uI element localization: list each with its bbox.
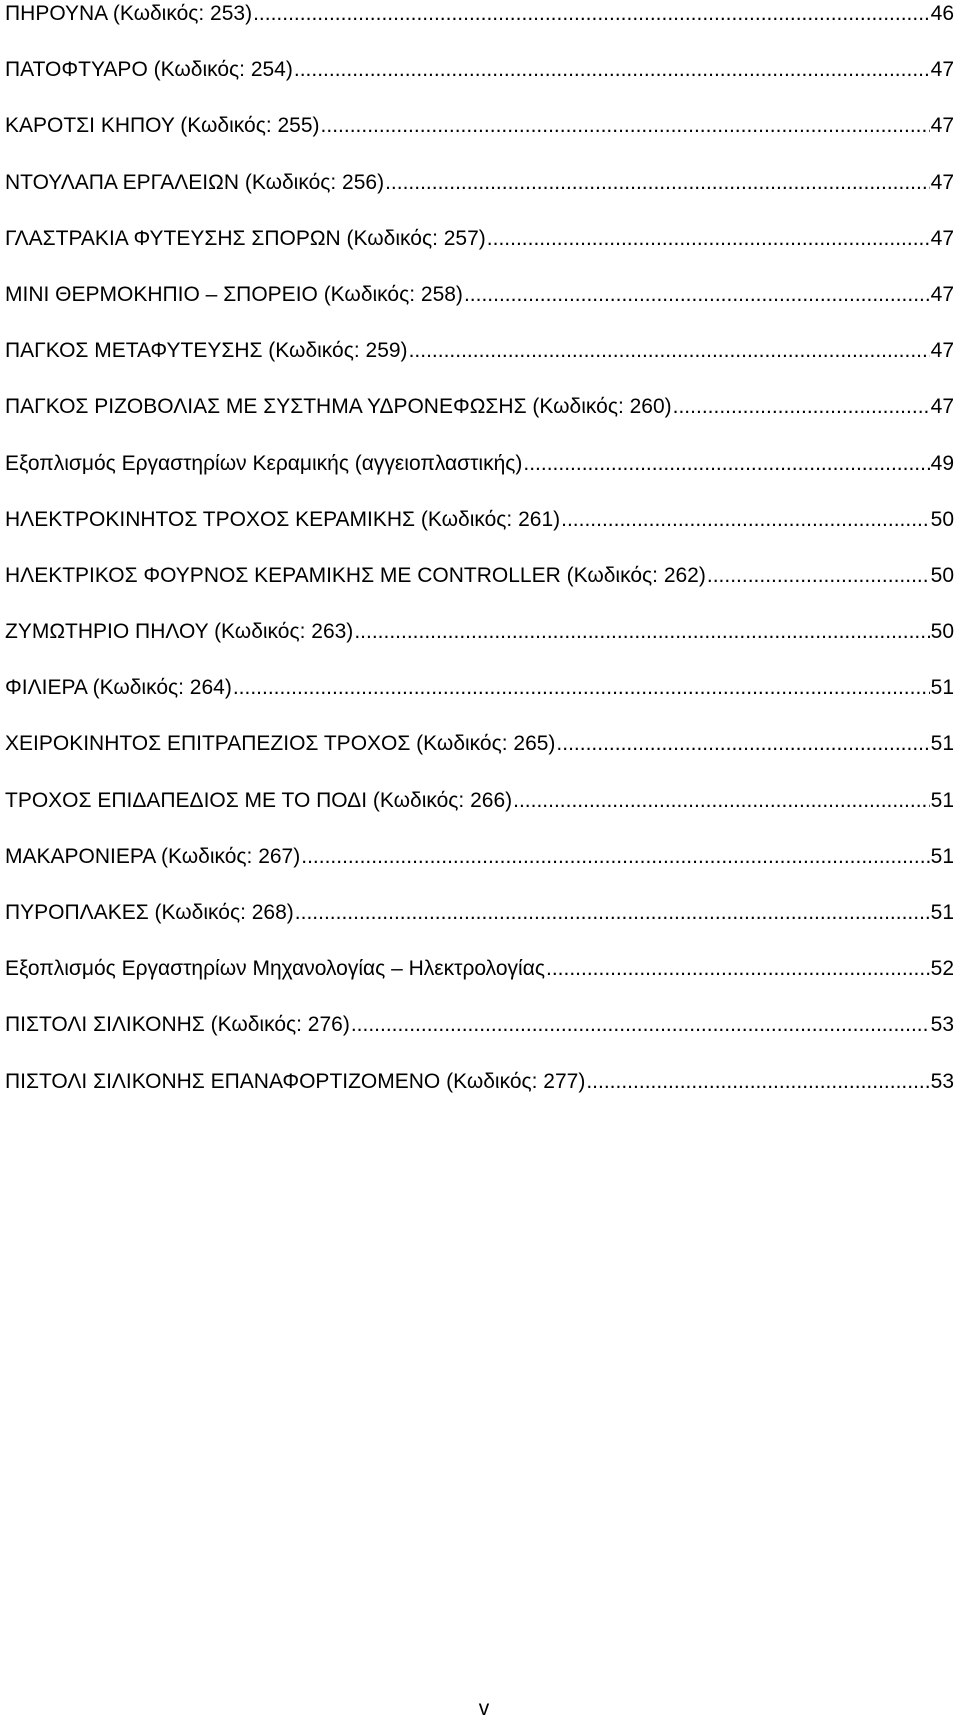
toc-entry[interactable] <box>5 393 954 449</box>
toc-entry-page: 51 <box>930 901 954 924</box>
toc-entry[interactable] <box>5 0 954 56</box>
toc-entry-page: 47 <box>930 282 954 306</box>
toc-entry-title: ΖΥΜΩΤΗΡΙΟ ΠΗΛΟΥ (Κωδικός: 263) <box>5 620 354 644</box>
toc-dot-leader <box>409 338 930 364</box>
toc-dot-leader <box>351 1012 930 1038</box>
table-of-contents <box>5 0 954 1124</box>
toc-entry-page: 50 <box>930 620 954 644</box>
toc-entry-page: 47 <box>930 226 954 250</box>
toc-entry-page: 51 <box>930 844 954 868</box>
toc-entry-title: ΠΥΡΟΠΛΑΚΕΣ (Κωδικός: 268) <box>5 901 294 924</box>
toc-dot-leader <box>586 1069 929 1095</box>
toc-entry-title: ΚΑΡΟΤΣΙ ΚΗΠΟΥ (Κωδικός: 255) <box>5 114 320 138</box>
toc-entry-title: ΗΛΕΚΤΡΙΚΟΣ ΦΟΥΡΝΟΣ ΚΕΡΑΜΙΚΗΣ ΜΕ CONTROLLER (Κωδικός: 262) <box>5 563 706 587</box>
toc-dot-leader <box>301 844 929 870</box>
toc-entry-title: ΠΙΣΤΟΛΙ ΣΙΛΙΚΟΝΗΣ (Κωδικός: 276) <box>5 1013 350 1037</box>
toc-entry-page: 47 <box>930 395 954 419</box>
toc-entry-title: ΧΕΙΡΟΚΙΝΗΤΟΣ ΕΠΙΤΡΑΠΕΖΙΟΣ ΤΡΟΧΟΣ (Κωδικός: 265) <box>5 732 556 756</box>
toc-entry-title: Εξοπλισμός Εργαστηρίων Κεραμικής (αγγειοπλαστικής) <box>5 451 523 475</box>
toc-entry[interactable] <box>5 1068 954 1124</box>
toc-entry[interactable] <box>5 730 954 786</box>
toc-dot-leader <box>464 282 930 308</box>
toc-entry-title: ΠΙΣΤΟΛΙ ΣΙΛΙΚΟΝΗΣ ΕΠΑΝΑΦΟΡΤΙΖΟΜΕΝΟ (Κωδικός: 277) <box>5 1069 586 1093</box>
toc-entry[interactable] <box>5 450 954 506</box>
toc-entry-title: ΜΑΚΑΡΟΝΙΕΡΑ (Κωδικός: 267) <box>5 844 301 868</box>
toc-dot-leader <box>253 1 930 27</box>
toc-entry[interactable] <box>5 112 954 168</box>
toc-entry-page: 50 <box>930 563 954 587</box>
toc-entry-page: 51 <box>930 676 954 700</box>
toc-entry[interactable] <box>5 955 954 1011</box>
toc-entry[interactable] <box>5 56 954 112</box>
toc-entry-title: Εξοπλισμός Εργαστηρίων Μηχανολογίας – Ηλεκτρολογίας <box>5 957 545 981</box>
toc-entry[interactable] <box>5 787 954 843</box>
toc-dot-leader <box>556 731 929 757</box>
toc-dot-leader <box>321 113 930 139</box>
toc-entry-title: ΝΤΟΥΛΑΠΑ ΕΡΓΑΛΕΙΩΝ (Κωδικός: 256) <box>5 170 385 194</box>
toc-dot-leader <box>707 563 930 589</box>
toc-entry[interactable] <box>5 1011 954 1067</box>
toc-entry-title: ΤΡΟΧΟΣ ΕΠΙΔΑΠΕΔΙΟΣ ΜΕ ΤΟ ΠΟΔΙ (Κωδικός: 266) <box>5 788 513 812</box>
toc-entry-page: 47 <box>930 114 954 138</box>
toc-entry-page: 51 <box>930 788 954 812</box>
toc-entry-title: ΠΑΤΟΦΤΥΑΡΟ (Κωδικός: 254) <box>5 58 293 82</box>
toc-entry-title: ΓΛΑΣΤΡΑΚΙΑ ΦΥΤΕΥΣΗΣ ΣΠΟΡΩΝ (Κωδικός: 257) <box>5 226 486 250</box>
toc-dot-leader <box>487 226 930 252</box>
toc-dot-leader <box>513 788 930 814</box>
toc-entry-page: 52 <box>930 957 954 981</box>
toc-entry[interactable] <box>5 281 954 337</box>
toc-entry[interactable] <box>5 506 954 562</box>
toc-entry-page: 51 <box>930 732 954 756</box>
toc-entry-page: 53 <box>930 1069 954 1093</box>
toc-entry[interactable] <box>5 562 954 618</box>
toc-entry-title: ΠΑΓΚΟΣ ΜΕΤΑΦΥΤΕΥΣΗΣ (Κωδικός: 259) <box>5 339 408 363</box>
toc-dot-leader <box>354 619 929 645</box>
toc-entry-title: ΜΙΝΙ ΘΕΡΜΟΚΗΠΙΟ – ΣΠΟΡΕΙΟ (Κωδικός: 258) <box>5 282 463 306</box>
toc-entry[interactable] <box>5 674 954 730</box>
toc-entry-page: 50 <box>930 507 954 531</box>
toc-dot-leader <box>546 956 930 982</box>
toc-dot-leader <box>561 507 930 533</box>
toc-entry-page: 47 <box>930 339 954 363</box>
toc-entry-page: 49 <box>930 451 954 475</box>
toc-dot-leader <box>294 57 930 83</box>
toc-entry[interactable] <box>5 169 954 225</box>
toc-entry-page: 53 <box>930 1013 954 1037</box>
toc-entry[interactable] <box>5 618 954 674</box>
toc-dot-leader <box>385 170 930 196</box>
toc-entry[interactable] <box>5 843 954 899</box>
toc-entry-title: ΗΛΕΚΤΡΟΚΙΝΗΤΟΣ ΤΡΟΧΟΣ ΚΕΡΑΜΙΚΗΣ (Κωδικός: 261) <box>5 507 561 531</box>
toc-entry[interactable] <box>5 899 954 955</box>
toc-entry-page: 46 <box>930 2 954 25</box>
toc-dot-leader <box>523 451 929 477</box>
toc-entry-page: 47 <box>930 58 954 82</box>
toc-entry[interactable] <box>5 337 954 393</box>
toc-dot-leader <box>673 394 930 420</box>
toc-dot-leader <box>295 900 930 926</box>
toc-entry-title: ΦΙΛΙΕΡΑ (Κωδικός: 264) <box>5 676 232 700</box>
toc-entry-title: ΠΑΓΚΟΣ ΡΙΖΟΒΟΛΙΑΣ ΜΕ ΣΥΣΤΗΜΑ ΥΔΡΟΝΕΦΩΣΗΣ (Κωδικός: 260) <box>5 395 672 419</box>
page-number: v <box>478 1697 490 1720</box>
toc-entry-title: ΠΗΡΟΥΝΑ (Κωδικός: 253) <box>5 2 253 25</box>
toc-entry-page: 47 <box>930 170 954 194</box>
toc-dot-leader <box>233 675 930 701</box>
toc-entry[interactable] <box>5 225 954 281</box>
